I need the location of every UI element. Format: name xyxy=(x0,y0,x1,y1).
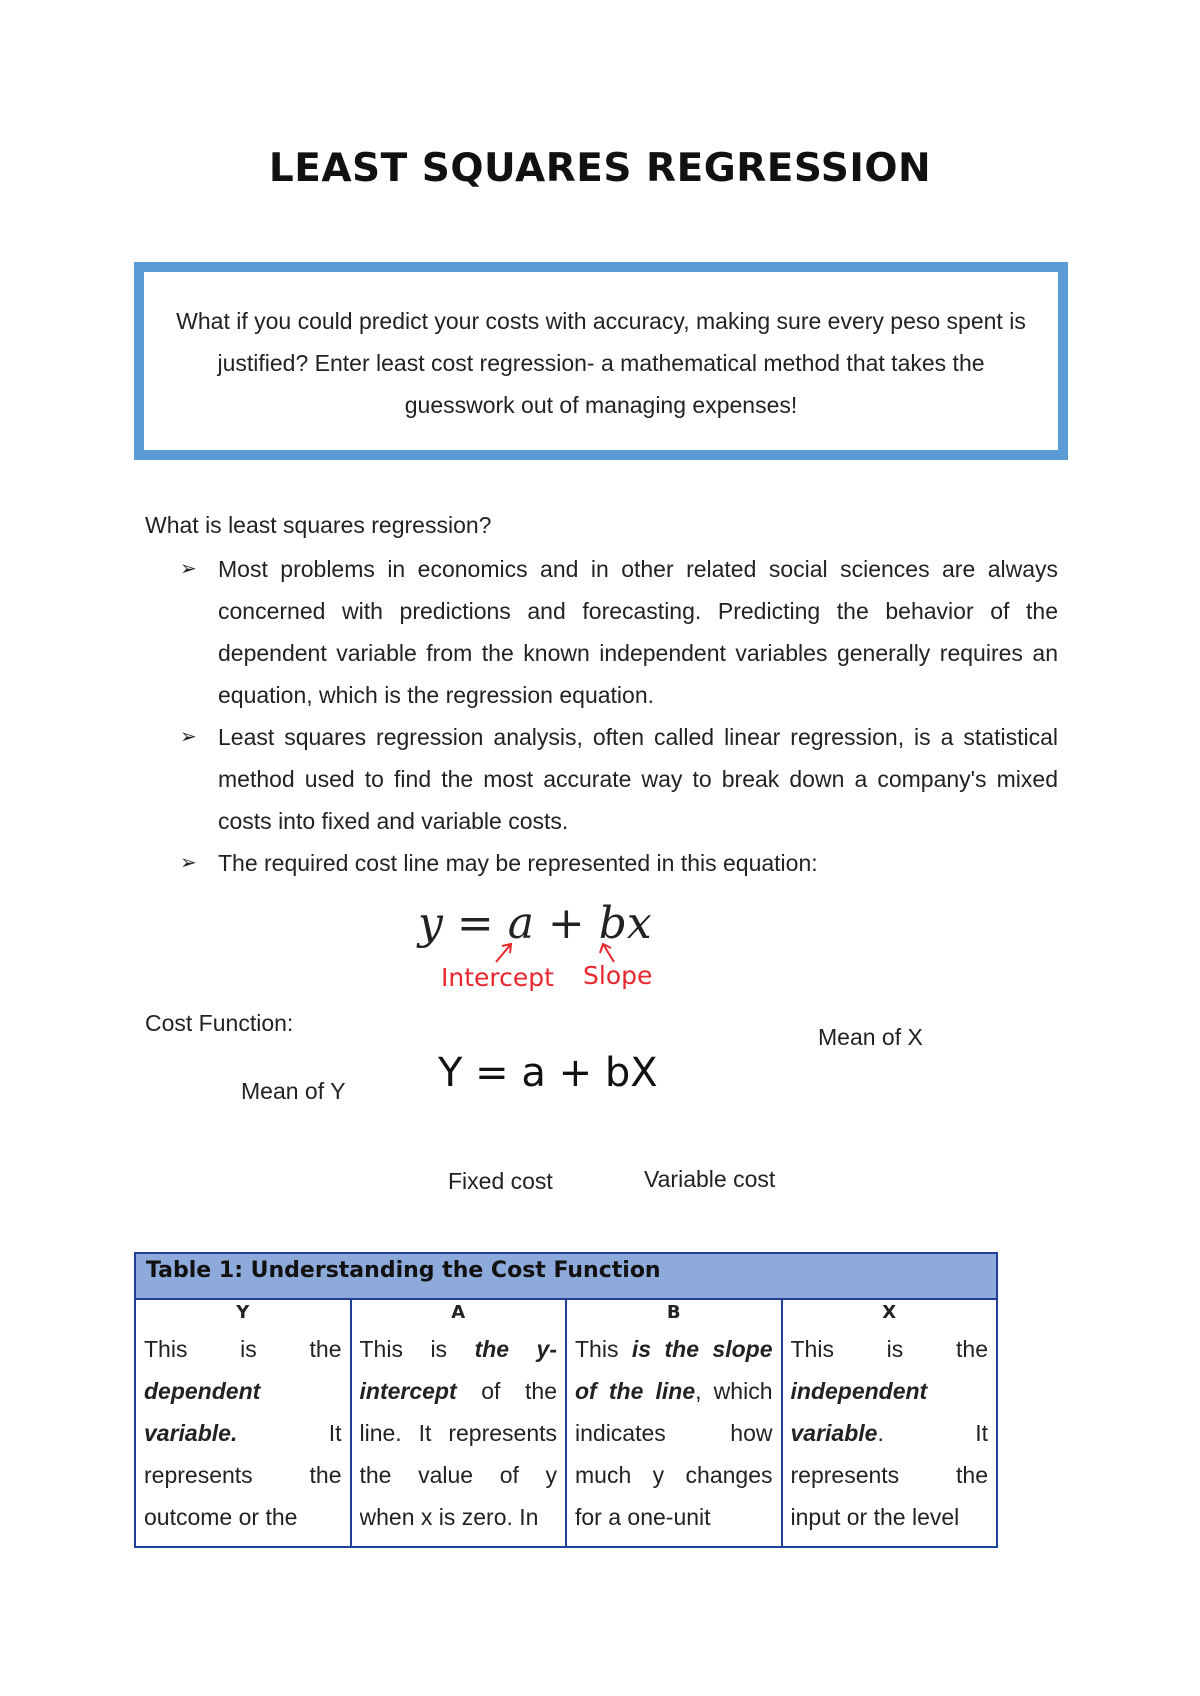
column-header-y: Y xyxy=(135,1299,351,1328)
variable-cost-label: Variable cost xyxy=(644,1166,776,1192)
mean-of-x-label: Mean of X xyxy=(818,1024,923,1050)
intercept-label: Intercept xyxy=(441,963,554,992)
slope-label: Slope xyxy=(583,961,653,990)
column-header-a: A xyxy=(351,1299,567,1328)
arrow-bullet-icon: ➢ xyxy=(180,558,197,580)
column-header-b: B xyxy=(566,1299,782,1328)
section-question: What is least squares regression? xyxy=(145,512,492,538)
list-item-text: Least squares regression analysis, often called linear regression, is a statistical method used to find the most accurate way to break down a company's mixed costs into fixed and variable costs. xyxy=(218,724,1058,834)
table-caption: Table 1: Understanding the Cost Function xyxy=(135,1253,997,1299)
column-header-x: X xyxy=(782,1299,998,1328)
table-cell-y: This is the dependent variable. It represents the outcome or the xyxy=(135,1328,351,1547)
cost-function-equation: Y = a + bX xyxy=(438,1050,658,1096)
list-item-text: Most problems in economics and in other related social sciences are always concerned with predictions and forecasting. Predicting the behavior of the dependent variable from the known independent variables generally requires an equation, which is the regression equation. xyxy=(218,556,1058,708)
intercept-arrow-icon xyxy=(496,944,511,962)
regression-equation: y = a + bx xyxy=(418,898,652,949)
cost-function-table xyxy=(134,1252,998,1548)
fixed-cost-label: Fixed cost xyxy=(448,1168,553,1194)
cost-function-label: Cost Function: xyxy=(145,1010,294,1036)
table-cell-x: This is the independent variable. It represents the input or the level xyxy=(782,1328,998,1547)
list-item-text: The required cost line may be represented in this equation: xyxy=(218,850,818,876)
arrow-bullet-icon: ➢ xyxy=(180,726,197,748)
mean-of-y-label: Mean of Y xyxy=(241,1078,346,1104)
table-cell-b: This is the slope of the line, which indicates how much y changes for a one-unit xyxy=(566,1328,782,1547)
table-cell-a: This is the y-intercept of the line. It represents the value of y when x is zero. In xyxy=(351,1328,567,1547)
arrow-bullet-icon: ➢ xyxy=(180,852,197,874)
intro-text: What if you could predict your costs with accuracy, making sure every peso spent is justified? Enter least cost regression- a mathematical method that takes the guesswork out of managing expenses! xyxy=(176,308,1026,418)
page-title: LEAST SQUARES REGRESSION xyxy=(268,146,932,191)
